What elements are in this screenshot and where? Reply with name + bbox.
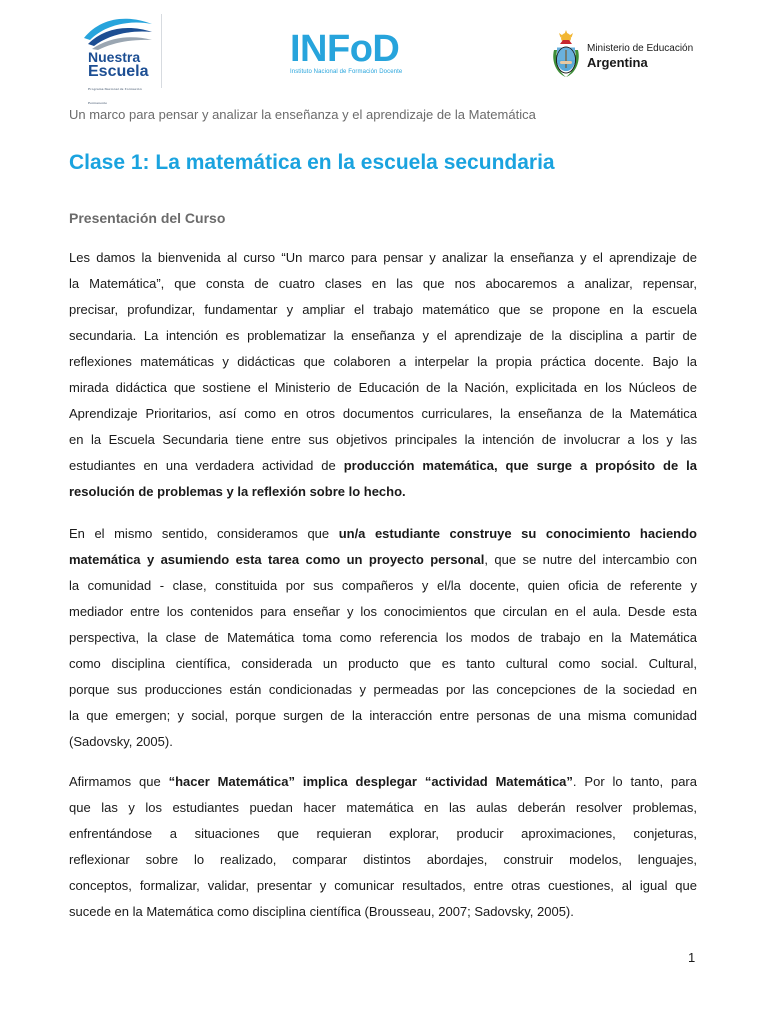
text-line xyxy=(69,547,697,573)
text-line xyxy=(69,769,697,795)
text-run: mediador entre los contenidos para enseñar y los conocimientos que circulan en el aula. Desde esta xyxy=(69,604,697,619)
text-line xyxy=(69,795,697,821)
bold-text: un/a estudiante construye su conocimiento haciendo xyxy=(338,526,697,541)
text-line xyxy=(69,899,697,925)
text-run: la comunidad - clase, constituida por sus compañeros y el/la docente, quien oficia de referente y xyxy=(69,578,697,593)
logo-line2: Escuela xyxy=(88,63,149,80)
text-run: (Sadovsky, 2005). xyxy=(69,734,173,749)
running-header: Un marco para pensar y analizar la enseñanza y el aprendizaje de la Matemática xyxy=(69,107,536,122)
nuestra-escuela-logo xyxy=(76,14,162,105)
bold-text: producción matemática, que surge a propósito de la xyxy=(343,458,697,473)
infod-logo xyxy=(290,30,420,84)
infod-wordmark: INFoD xyxy=(290,28,400,70)
text-line xyxy=(69,573,697,599)
infod-subtitle: Instituto Nacional de Formación Docente xyxy=(290,69,403,75)
ministerio-logo xyxy=(549,30,699,80)
text-line xyxy=(69,729,697,755)
text-line xyxy=(69,453,697,479)
text-run: la que emergen; y social, porque surgen de la interacción entre personas de una misma comunidad xyxy=(69,708,697,723)
text-run: reflexionar sobre lo realizado, comparar distintos abordajes, construir modelos, lenguajes, xyxy=(69,852,697,867)
text-run: perspectiva, la clase de Matemática toma como referencia los modos de trabajo en la Matemática xyxy=(69,630,697,645)
bold-text: resolución de problemas y la reflexión sobre lo hecho. xyxy=(69,484,406,499)
text-line xyxy=(69,323,697,349)
text-line xyxy=(69,271,697,297)
text-line xyxy=(69,297,697,323)
text-run: secundaria. La intención es problematizar la enseñanza y el aprendizaje de la disciplina a partir de xyxy=(69,328,697,343)
text-line xyxy=(69,821,697,847)
paragraph-3 xyxy=(69,769,697,925)
text-line xyxy=(69,349,697,375)
text-line xyxy=(69,521,697,547)
page-title: Clase 1: La matemática en la escuela secundaria xyxy=(69,151,555,174)
text-run: la Matemática”, que consta de cuatro clases en las que nos abocaremos a analizar, repensar, xyxy=(69,276,697,291)
text-run: estudiantes en una verdadera actividad de xyxy=(69,458,344,473)
text-run: que las y los estudiantes puedan hacer matemática en las aulas deberán resolver problemas, xyxy=(69,800,697,815)
text-run: enfrentándose a situaciones que requieran explorar, producir aproximaciones, conjeturas, xyxy=(69,826,697,841)
bold-text: “hacer Matemática” implica desplegar “actividad Matemática” xyxy=(168,774,573,789)
text-line xyxy=(69,375,697,401)
text-line xyxy=(69,625,697,651)
text-line xyxy=(69,703,697,729)
text-line xyxy=(69,245,697,271)
nuestra-escuela-swoosh-icon xyxy=(82,16,154,50)
logo-line1: Nuestra xyxy=(88,49,141,65)
text-run: , que se nutre del intercambio con xyxy=(484,552,697,567)
ministerio-line1: Ministerio de Educación xyxy=(587,43,694,54)
text-line xyxy=(69,873,697,899)
text-run: En el mismo sentido, consideramos que xyxy=(69,526,339,541)
text-line xyxy=(69,427,697,453)
paragraph-2 xyxy=(69,521,697,755)
text-line xyxy=(69,401,697,427)
text-line xyxy=(69,847,697,873)
paragraph-1 xyxy=(69,245,697,505)
text-line xyxy=(69,677,697,703)
text-run: sucede en la Matemática como disciplina científica (Brousseau, 2007; Sadovsky, 2005). xyxy=(69,904,574,919)
logo-tagline: Programa Nacional de Formación Permanente xyxy=(88,87,142,105)
ministerio-line2: Argentina xyxy=(587,55,648,70)
text-run: Aprendizaje Prioritarios, así como en otros documentos curriculares, la enseñanza de la Matemática xyxy=(69,406,697,421)
section-title: Presentación del Curso xyxy=(69,210,226,226)
text-line xyxy=(69,651,697,677)
text-run: Afirmamos que xyxy=(69,774,169,789)
text-run: en la Escuela Secundaria tiene entre sus objetivos principales la intención de involucrar a los y las xyxy=(69,432,697,447)
text-run: porque sus producciones están condicionadas y permeadas por las concepciones de la sociedad en xyxy=(69,682,697,697)
text-run: reflexiones matemáticas y didácticas que colaboren a interpelar la propia práctica docente. Bajo la xyxy=(69,354,697,369)
text-run: Les damos la bienvenida al curso “Un marco para pensar y analizar la enseñanza y el aprendizaje de xyxy=(69,250,697,265)
text-run: conceptos, formalizar, validar, presentar y comunicar resultados, entre otras cuestiones, al igual que xyxy=(69,878,697,893)
text-run: como disciplina científica, considerada un producto que es tanto cultural como social. Cultural, xyxy=(69,656,697,671)
page-number: 1 xyxy=(688,950,696,965)
text-line xyxy=(69,479,697,505)
text-run: mirada didáctica que sostiene el Ministerio de Educación de la Nación, explicitada en los Núcleos de xyxy=(69,380,697,395)
text-line xyxy=(69,599,697,625)
text-run: precisar, profundizar, fundamentar y ampliar el trabajo matemático que se propone en la escuela xyxy=(69,302,697,317)
bold-text: matemática y asumiendo esta tarea como un proyecto personal xyxy=(69,552,485,567)
text-run: . Por lo tanto, para xyxy=(572,774,697,789)
argentina-coat-of-arms-icon xyxy=(549,30,583,80)
